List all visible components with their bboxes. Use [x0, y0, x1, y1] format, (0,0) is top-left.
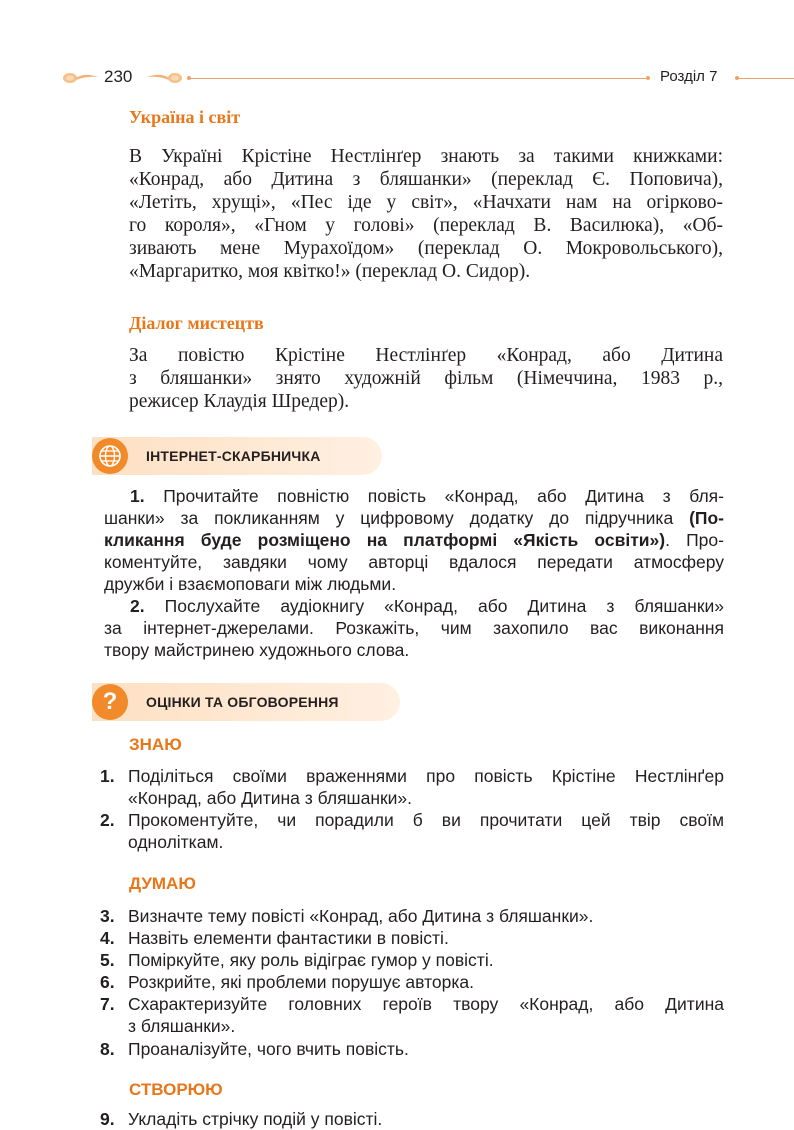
task-line: дружби і взаємоповаги між людьми.: [104, 574, 397, 594]
question-number: 6.: [100, 972, 115, 992]
question-line: Розкрийте, які проблеми порушує авторка.: [128, 972, 474, 992]
text-line: режисер Клаудія Шредер).: [129, 391, 350, 412]
question-number: 1.: [100, 766, 115, 786]
question-line: Поміркуйте, яку роль відіграє гумор у повісті.: [128, 950, 494, 970]
question-line: Поділіться своїми враженнями про повість Крістіне Нестлінґер: [128, 766, 724, 786]
question-line: «Конрад, або Дитина з бляшанки».: [128, 788, 413, 808]
ukraine-world-title: Україна і світ: [129, 107, 241, 127]
question-number: 8.: [100, 1039, 115, 1059]
question-number: 3.: [100, 906, 115, 926]
page-number: 230: [104, 67, 133, 86]
internet-title: ІНТЕРНЕТ-СКАРБНИЧКА: [146, 448, 321, 464]
question-line: одноліткам.: [128, 832, 224, 852]
task-line: [104, 595, 724, 617]
task-line: [104, 485, 724, 507]
assessment-title: ОЦІНКИ ТА ОБГОВОРЕННЯ: [146, 694, 339, 710]
header-rule: [189, 78, 649, 79]
task-text: . Про-: [665, 530, 724, 550]
header-dot: [646, 76, 650, 80]
question-number: 2.: [100, 810, 115, 830]
task-text: Послухайте аудіокнигу «Конрад, або Дитина з бляшанки»: [164, 596, 724, 616]
page-header: [0, 66, 794, 90]
question-line: Прокоментуйте, чи порадили б ви прочитати цей твір своїм: [128, 810, 724, 830]
question-line: Укладіть стрічку подій у повісті.: [128, 1109, 383, 1129]
ukraine-world-text: [129, 145, 723, 283]
task-bold-text: кликання буде розміщено на платформі «Якість освіти»): [104, 530, 666, 550]
text-line: За повістю Крістіне Нестлінґер «Конрад, або Дитина: [129, 345, 723, 366]
question-line: Назвіть елементи фантастики в повісті.: [128, 928, 449, 948]
question-icon: ?: [92, 684, 128, 720]
dialog-title: Діалог мистецтв: [129, 313, 264, 333]
task-text: Прочитайте повністю повість «Конрад, або Дитина з бля-: [163, 486, 724, 506]
header-rule-right: [738, 78, 794, 79]
dialog-text: [129, 344, 723, 413]
question-number: 7.: [100, 994, 115, 1014]
ornament-right-icon: [145, 71, 183, 85]
question-number: 4.: [100, 928, 115, 948]
text-line: В Україні Крістіне Нестлінґер знають за такими книжками:: [129, 146, 723, 167]
question-number: 5.: [100, 950, 115, 970]
task-number: 1.: [130, 486, 145, 506]
section-label: Розділ 7: [660, 68, 718, 85]
text-line: з бляшанки» знято художній фільм (Німеччина, 1983 р.,: [129, 368, 723, 389]
question-line: Проаналізуйте, чого вчить повість.: [128, 1039, 409, 1059]
task-line: [104, 507, 724, 529]
question-line: Схарактеризуйте головних героїв твору «Конрад, або Дитина: [128, 994, 724, 1014]
globe-icon: [92, 438, 128, 474]
think-title: ДУМАЮ: [129, 874, 196, 893]
task-line: [104, 529, 724, 551]
ornament-left-icon: [62, 71, 100, 85]
know-title: ЗНАЮ: [129, 735, 182, 754]
text-line: «Летіть, хрущі», «Пес іде у світ», «Начхати нам на огірково-: [129, 192, 723, 213]
task-number: 2.: [130, 596, 145, 616]
question-number: 9.: [100, 1109, 115, 1129]
task-bold-text: (По-: [689, 508, 724, 528]
internet-icon-badge: [92, 438, 128, 474]
task-line: твору майстринею художнього слова.: [104, 640, 410, 660]
text-line: го короля», «Гном у голові» (переклад В. Василюка), «Об-: [129, 215, 723, 236]
create-title: СТВОРЮЮ: [129, 1080, 223, 1099]
text-line: зивають мене Мурахоїдом» (переклад О. Мокровольського),: [129, 238, 723, 259]
question-line: з бляшанки».: [128, 1016, 236, 1036]
task-line: коментуйте, завдяки чому авторці вдалося передати атмосферу: [104, 552, 724, 572]
text-line: «Конрад, або Дитина з бляшанки» (переклад Є. Поповича),: [129, 169, 723, 190]
task-line: за інтернет-джерелами. Розкажіть, чим захопило вас виконання: [104, 618, 724, 638]
text-line: «Маргаритко, моя квітко!» (переклад О. Сидор).: [129, 261, 531, 282]
question-line: Визначте тему повісті «Конрад, або Дитина з бляшанки».: [128, 906, 594, 926]
task-text: шанки» за покликанням у цифровому додатку до підручника: [104, 508, 674, 528]
internet-tasks: [104, 485, 724, 661]
